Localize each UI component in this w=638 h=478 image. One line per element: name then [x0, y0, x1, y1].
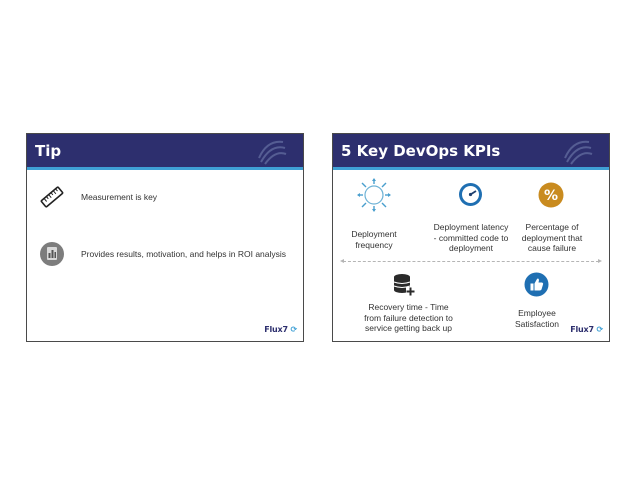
kpi-divider	[343, 261, 599, 262]
gauge-icon	[458, 182, 483, 207]
tip-item-text: Provides results, motivation, and helps in ROI analysis	[81, 249, 287, 259]
kpi-label-latency: Deployment latency - committed code to deployment	[433, 222, 509, 253]
kpi-label-frequency: Deployment frequency	[351, 229, 397, 250]
brand-name: Flux7	[570, 325, 594, 334]
flux7-logo	[264, 325, 297, 334]
kpi-label-failure: Percentage of deployment that cause failure	[521, 222, 583, 253]
tip-item-roi	[39, 241, 286, 267]
kpi-label-recovery: Recovery time - Time from failure detection to service getting back up	[364, 302, 453, 333]
tip-item-measurement	[39, 186, 157, 208]
thumbs-up-icon	[524, 272, 549, 297]
svg-text:%: %	[543, 188, 559, 204]
database-add-icon	[392, 273, 416, 297]
slide-title: 5 Key DevOps KPIs	[341, 142, 501, 160]
tip-slide	[26, 133, 304, 342]
slide-title: Tip	[35, 142, 62, 160]
slide-header	[27, 134, 303, 170]
kpi-slide	[332, 133, 610, 342]
swirl-logo-icon	[253, 136, 289, 166]
frequency-icon	[357, 178, 391, 212]
brand-mark-icon: ⟳	[290, 325, 297, 334]
swirl-logo-icon	[559, 136, 595, 166]
report-icon	[39, 241, 65, 267]
tip-item-text: Measurement is key	[81, 192, 158, 202]
percent-icon	[538, 182, 564, 208]
brand-name: Flux7	[264, 325, 288, 334]
slide-header	[333, 134, 609, 170]
brand-mark-icon: ⟳	[596, 325, 603, 334]
ruler-icon	[39, 186, 65, 208]
flux7-logo	[570, 325, 603, 334]
kpi-label-satisfaction: Employee Satisfaction	[515, 308, 559, 329]
